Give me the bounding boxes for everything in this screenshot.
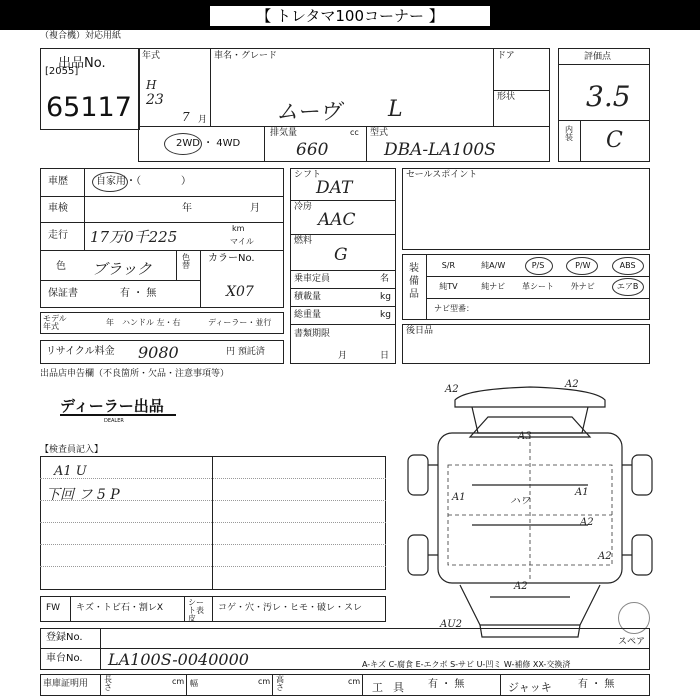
fw-seat: シート表皮 [188, 598, 204, 623]
mark-a2-rear: A2 [514, 581, 528, 592]
mark-a2-right-rear: A2 [580, 517, 594, 528]
model-label: 型式 [370, 128, 389, 138]
inspector-line1: A1 U [54, 464, 87, 479]
car-grade-value: L [388, 97, 403, 122]
postscript-label: 後日品 [406, 326, 434, 336]
score-label: 評価点 [584, 52, 612, 62]
equipment-label: 装備品 [409, 263, 419, 300]
mileage-unit-km: km [232, 224, 245, 233]
year-month: 7 [182, 110, 190, 124]
equip-ext-navi: 外ナビ [570, 282, 595, 291]
shift-value: DAT [316, 178, 353, 198]
cert-row [40, 674, 650, 696]
dealer-stamp-underline [60, 414, 176, 416]
capacity-unit: 名 [380, 274, 390, 284]
displacement-label: 排気量 [270, 128, 298, 138]
displacement-unit: cc [350, 128, 359, 137]
tools-options: 有 ・ 無 [428, 679, 465, 690]
history-options: 自家用・（ ） [96, 176, 191, 187]
jack-options: 有 ・ 無 [578, 679, 615, 690]
chassis-value: LA100S-0040000 [108, 650, 249, 669]
color-no-label: カラーNo. [208, 253, 255, 264]
door-label: ドア [497, 51, 515, 61]
lot-code: [2055] [45, 66, 79, 77]
load-label: 積載量 [294, 292, 322, 302]
document-due-day: 日 [380, 351, 390, 361]
interior-label: 内装 [565, 125, 573, 142]
sales-point-label: セールスポイント [406, 170, 478, 180]
displacement-value: 660 [296, 140, 329, 160]
interior-value: C [606, 128, 623, 153]
mark-a2-front-left: A2 [445, 384, 459, 395]
navi-model-label: ナビ型番： [434, 304, 474, 313]
capacity-label: 乗車定員 [294, 274, 331, 284]
recycle-unit: 円 預託済 [226, 347, 265, 357]
mark-a2-front-right: A2 [565, 379, 579, 390]
car-name-value: ムーヴ [276, 100, 341, 125]
damage-legend: A-キズ C-腐食 E-エクボ S-サビ U-凹ミ W-補修 XX-交換済 [362, 660, 571, 669]
car-damage-diagram [400, 375, 660, 645]
handle-options: ハンドル 左・右 [122, 318, 181, 327]
lot-number: 65117 [46, 92, 132, 123]
dealer-note-label: 出品店申告欄（不良箇所・欠品・注意事項等） [40, 369, 230, 379]
equip-leather: 革シート [521, 282, 554, 291]
equip-navi: 純ナビ [481, 282, 506, 291]
mileage-value: 17万0千225 [90, 228, 178, 246]
tools-label: 工具 [372, 681, 414, 694]
color-label: 色 [56, 261, 66, 272]
inspection-year-unit: 年 [182, 203, 192, 214]
color-value: ブラック [92, 260, 152, 278]
load-unit: kg [380, 292, 391, 302]
year-era: H [146, 78, 157, 92]
equip-power-window: P/W [575, 261, 591, 270]
warranty-options: 有 ・ 無 [120, 288, 157, 299]
recycle-label: リサイクル料金 [46, 346, 115, 357]
mileage-label: 走行 [48, 230, 68, 241]
mark-a1-left: A1 [452, 492, 466, 503]
aircon-label: 冷房 [294, 202, 313, 212]
mark-a2-right-wheel: A2 [598, 551, 612, 562]
weight-label: 総重量 [294, 310, 322, 320]
inspection-label: 車検 [48, 203, 68, 214]
recycle-value: 9080 [138, 343, 179, 362]
fuel-label: 燃料 [294, 236, 313, 246]
cert-height-cm: cm [348, 677, 361, 686]
fw-text1: キズ・トビ石・割レX [76, 603, 163, 613]
fuel-value: G [334, 245, 348, 265]
document-due-label: 書類期限 [294, 329, 331, 339]
inspection-month-unit: 月 [250, 203, 260, 214]
weight-unit: kg [380, 310, 391, 320]
banner-title: 【 トレタマ100コーナー 】 [210, 6, 490, 26]
inspector-notes-box [40, 456, 386, 590]
equip-abs: ABS [619, 261, 636, 270]
cert-length-cm: cm [172, 677, 185, 686]
inspector-line2: 下回 フ 5 P [46, 487, 120, 503]
mark-a3-roof: A3 [518, 431, 532, 442]
shift-label: シフト [294, 170, 322, 180]
lot-label: 出品No. [58, 56, 106, 71]
fw-label: FW [46, 603, 61, 613]
jack-label: ジャッキ [508, 681, 552, 694]
history-label: 車歴 [48, 176, 68, 187]
equip-airbag: エアB [616, 282, 639, 291]
model-year-label: モデル年式 [43, 314, 67, 331]
mark-au2-rear-left: AU2 [440, 619, 463, 630]
color-change-label: 色替 [182, 253, 190, 270]
equip-tv: 純TV [439, 282, 458, 291]
aircon-value: AAC [318, 210, 356, 230]
cert-width-cm: cm [258, 677, 271, 686]
year-label: 年式 [142, 51, 161, 61]
mileage-unit-mile: マイル [230, 237, 254, 246]
chassis-label: 車台No. [46, 653, 83, 664]
color-no-value: X07 [226, 284, 254, 300]
drive-options: 2WD ・ 4WD [176, 138, 241, 149]
document-due-month: 月 [338, 351, 348, 361]
registration-label: 登録No. [46, 632, 83, 643]
year-value: 23 [146, 92, 164, 108]
fw-text2: コゲ・穴・汚レ・ヒモ・破レ・スレ [218, 603, 363, 613]
spare-label: スペア [618, 637, 646, 647]
mark-center: ハワ [510, 496, 530, 507]
cert-width: 幅 [190, 679, 198, 688]
car-name-label: 車名・グレード [214, 51, 278, 61]
cert-label: 車庫証明用 [43, 679, 89, 689]
dealer-options: ディーラー・並行 [208, 318, 272, 327]
model-year-unit: 年 [106, 318, 114, 327]
equip-sr: S/R [441, 261, 456, 270]
equip-alloy-wheel: 純A/W [481, 261, 506, 270]
model-value: DBA-LA100S [384, 140, 496, 160]
cert-length: 長さ [104, 675, 112, 692]
score-value: 3.5 [586, 80, 631, 113]
mark-a1-right: A1 [575, 487, 589, 498]
dealer-stamp-sub: DEALER [104, 418, 124, 424]
equip-power-steering: P/S [531, 261, 545, 270]
warranty-label: 保証書 [48, 288, 78, 299]
dealer-stamp: ディーラー出品 [60, 397, 164, 415]
cert-height: 高さ [276, 675, 284, 692]
sales-point-box [402, 168, 650, 250]
year-month-unit: 月 [198, 115, 208, 125]
inspector-label: 【検査員記入】 [40, 445, 104, 455]
postscript-box [402, 324, 650, 364]
shape-label: 形状 [497, 92, 516, 102]
header-note: （複合機）対応用紙 [40, 31, 122, 41]
